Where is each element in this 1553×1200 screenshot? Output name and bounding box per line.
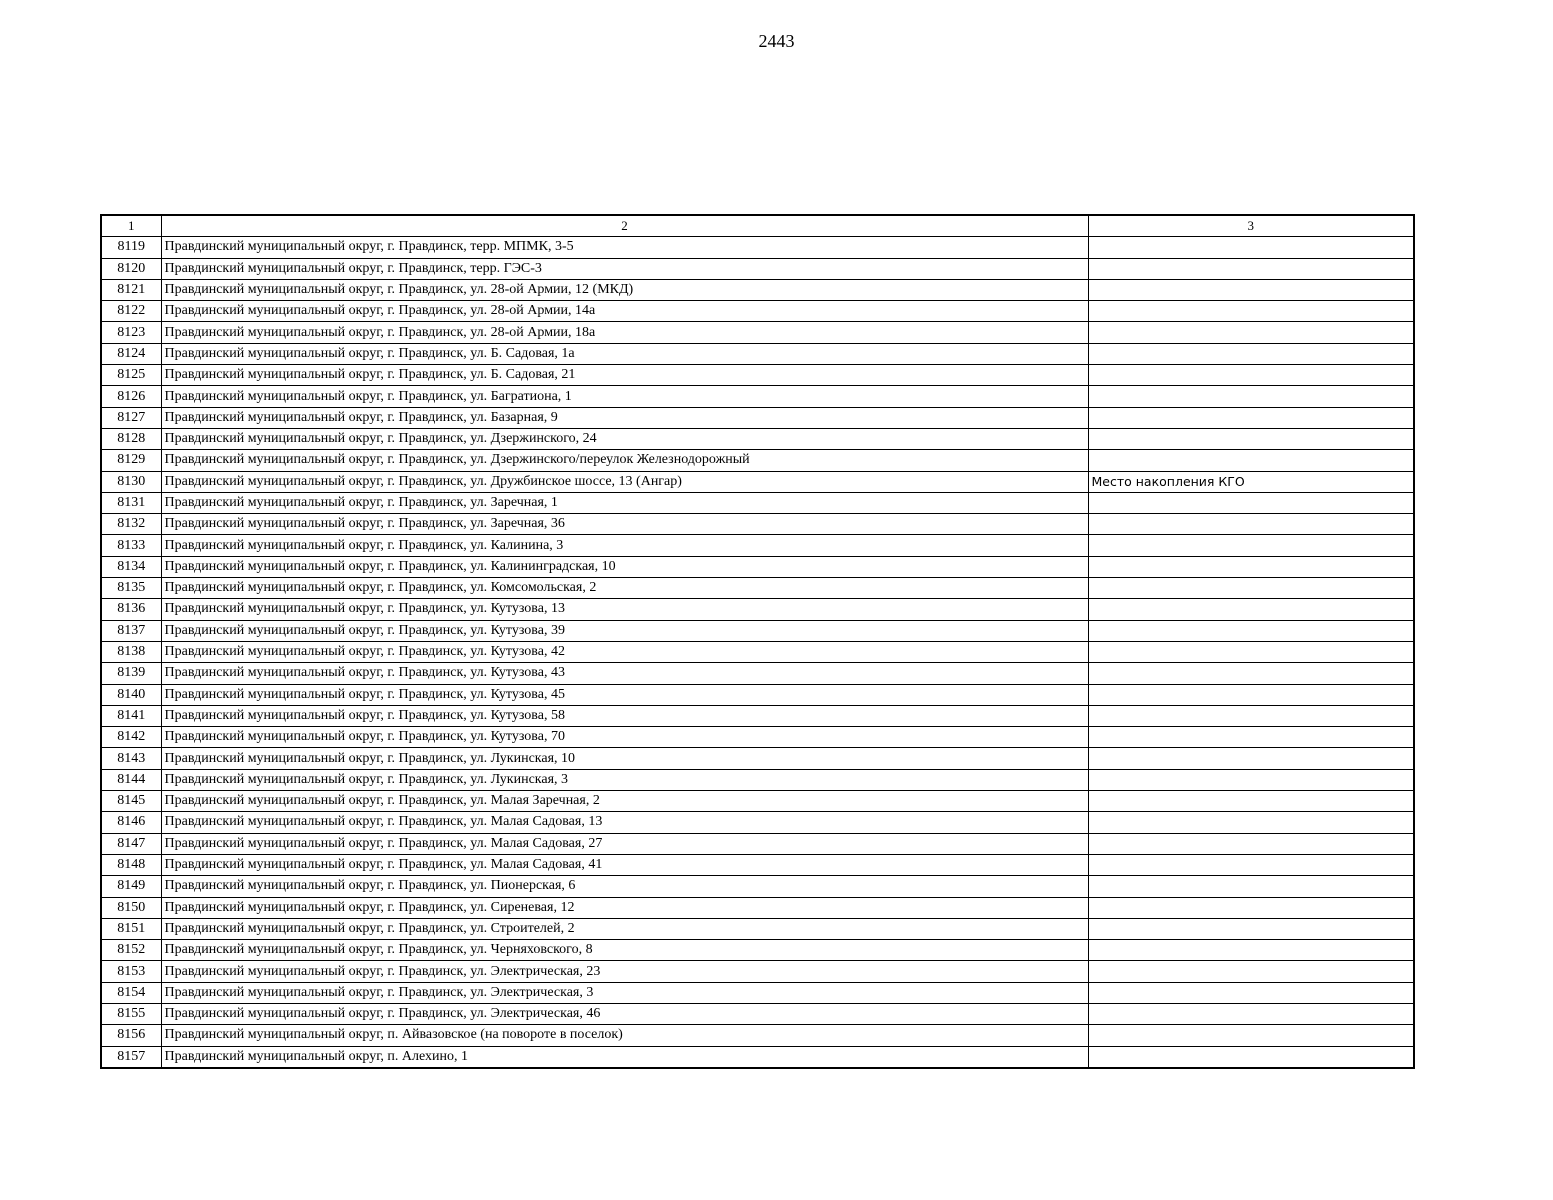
table-row [101, 535, 1414, 556]
table-row [101, 812, 1414, 833]
table-row [101, 897, 1414, 918]
table-row [101, 854, 1414, 875]
note-cell [1088, 620, 1414, 641]
note-cell [1088, 1025, 1414, 1046]
note-cell [1088, 556, 1414, 577]
row-number-cell: 8152 [101, 940, 161, 961]
table-row [101, 301, 1414, 322]
note-cell [1088, 727, 1414, 748]
address-cell: Правдинский муниципальный округ, г. Правдинск, ул. Строителей, 2 [161, 918, 1088, 939]
address-cell: Правдинский муниципальный округ, г. Правдинск, ул. Заречная, 36 [161, 514, 1088, 535]
table-row [101, 727, 1414, 748]
note-cell [1088, 258, 1414, 279]
row-number-cell: 8132 [101, 514, 161, 535]
table-row [101, 492, 1414, 513]
row-number-cell: 8140 [101, 684, 161, 705]
row-number-cell: 8121 [101, 279, 161, 300]
address-cell: Правдинский муниципальный округ, г. Правдинск, ул. Базарная, 9 [161, 407, 1088, 428]
note-cell [1088, 833, 1414, 854]
row-number-cell: 8154 [101, 982, 161, 1003]
table-row [101, 279, 1414, 300]
table-row [101, 599, 1414, 620]
row-number-cell: 8150 [101, 897, 161, 918]
note-cell [1088, 705, 1414, 726]
table-row [101, 428, 1414, 449]
row-number-cell: 8136 [101, 599, 161, 620]
row-number-cell: 8124 [101, 343, 161, 364]
address-cell: Правдинский муниципальный округ, п. Айвазовское (на повороте в поселок) [161, 1025, 1088, 1046]
row-number-cell: 8120 [101, 258, 161, 279]
table-row [101, 514, 1414, 535]
address-cell: Правдинский муниципальный округ, г. Правдинск, ул. Кутузова, 13 [161, 599, 1088, 620]
address-cell: Правдинский муниципальный округ, г. Правдинск, ул. Заречная, 1 [161, 492, 1088, 513]
row-number-cell: 8133 [101, 535, 161, 556]
address-cell: Правдинский муниципальный округ, г. Правдинск, ул. Кутузова, 42 [161, 641, 1088, 662]
row-number-cell: 8142 [101, 727, 161, 748]
address-cell: Правдинский муниципальный округ, г. Правдинск, ул. Лукинская, 3 [161, 769, 1088, 790]
row-number-cell: 8149 [101, 876, 161, 897]
address-cell: Правдинский муниципальный округ, г. Правдинск, ул. Б. Садовая, 1а [161, 343, 1088, 364]
address-cell: Правдинский муниципальный округ, г. Правдинск, ул. 28-ой Армии, 12 (МКД) [161, 279, 1088, 300]
address-cell: Правдинский муниципальный округ, г. Правдинск, ул. Багратиона, 1 [161, 386, 1088, 407]
table-row [101, 471, 1414, 492]
address-cell: Правдинский муниципальный округ, г. Правдинск, ул. Калинина, 3 [161, 535, 1088, 556]
note-cell [1088, 897, 1414, 918]
page-number: 2443 [758, 31, 795, 51]
address-cell: Правдинский муниципальный округ, г. Правдинск, ул. Дзержинского/переулок Железнодорожный [161, 450, 1088, 471]
address-cell: Правдинский муниципальный округ, г. Правдинск, ул. Дружбинское шоссе, 13 (Ангар) [161, 471, 1088, 492]
table-header-row [101, 215, 1414, 237]
table-body [101, 215, 1414, 1068]
address-cell: Правдинский муниципальный округ, г. Правдинск, ул. Калининградская, 10 [161, 556, 1088, 577]
note-cell [1088, 1003, 1414, 1024]
table-row [101, 578, 1414, 599]
address-cell: Правдинский муниципальный округ, г. Правдинск, ул. Кутузова, 58 [161, 705, 1088, 726]
note-cell [1088, 876, 1414, 897]
table-row [101, 556, 1414, 577]
note-cell [1088, 961, 1414, 982]
address-cell: Правдинский муниципальный округ, г. Правдинск, ул. Кутузова, 45 [161, 684, 1088, 705]
table-row [101, 684, 1414, 705]
address-cell: Правдинский муниципальный округ, г. Правдинск, ул. Кутузова, 39 [161, 620, 1088, 641]
note-cell [1088, 791, 1414, 812]
address-cell: Правдинский муниципальный округ, г. Правдинск, ул. Электрическая, 46 [161, 1003, 1088, 1024]
row-number-cell: 8119 [101, 237, 161, 258]
note-cell [1088, 663, 1414, 684]
row-number-cell: 8123 [101, 322, 161, 343]
address-cell: Правдинский муниципальный округ, г. Правдинск, ул. Дзержинского, 24 [161, 428, 1088, 449]
row-number-cell: 8157 [101, 1046, 161, 1068]
address-cell: Правдинский муниципальный округ, г. Правдинск, ул. Малая Садовая, 41 [161, 854, 1088, 875]
row-number-cell: 8153 [101, 961, 161, 982]
note-cell [1088, 535, 1414, 556]
address-cell: Правдинский муниципальный округ, г. Правдинск, ул. Б. Садовая, 21 [161, 365, 1088, 386]
note-cell [1088, 407, 1414, 428]
address-cell: Правдинский муниципальный округ, п. Алехино, 1 [161, 1046, 1088, 1068]
register-table [100, 214, 1415, 1069]
row-number-cell: 8145 [101, 791, 161, 812]
row-number-cell: 8147 [101, 833, 161, 854]
row-number-cell: 8141 [101, 705, 161, 726]
row-number-cell: 8135 [101, 578, 161, 599]
note-cell [1088, 918, 1414, 939]
address-cell: Правдинский муниципальный округ, г. Правдинск, ул. Лукинская, 10 [161, 748, 1088, 769]
table-row [101, 1025, 1414, 1046]
address-cell: Правдинский муниципальный округ, г. Правдинск, ул. 28-ой Армии, 18а [161, 322, 1088, 343]
address-cell: Правдинский муниципальный округ, г. Правдинск, ул. Электрическая, 3 [161, 982, 1088, 1003]
note-cell [1088, 641, 1414, 662]
row-number-cell: 8151 [101, 918, 161, 939]
table-row [101, 1046, 1414, 1068]
note-cell: Место накопления КГО [1088, 471, 1414, 492]
address-cell: Правдинский муниципальный округ, г. Правдинск, ул. Малая Садовая, 27 [161, 833, 1088, 854]
row-number-cell: 8148 [101, 854, 161, 875]
note-cell [1088, 322, 1414, 343]
table-row [101, 365, 1414, 386]
table-row [101, 748, 1414, 769]
header-cell-1: 1 [101, 215, 161, 237]
table-row [101, 237, 1414, 258]
note-cell [1088, 386, 1414, 407]
table-row [101, 450, 1414, 471]
address-cell: Правдинский муниципальный округ, г. Правдинск, ул. Малая Садовая, 13 [161, 812, 1088, 833]
address-cell: Правдинский муниципальный округ, г. Правдинск, ул. Малая Заречная, 2 [161, 791, 1088, 812]
note-cell [1088, 578, 1414, 599]
table-row [101, 940, 1414, 961]
note-cell [1088, 365, 1414, 386]
row-number-cell: 8155 [101, 1003, 161, 1024]
table-row [101, 663, 1414, 684]
table-row [101, 982, 1414, 1003]
table-row [101, 641, 1414, 662]
table-row [101, 705, 1414, 726]
note-cell [1088, 982, 1414, 1003]
address-cell: Правдинский муниципальный округ, г. Правдинск, ул. Сиреневая, 12 [161, 897, 1088, 918]
note-cell [1088, 514, 1414, 535]
row-number-cell: 8139 [101, 663, 161, 684]
address-cell: Правдинский муниципальный округ, г. Правдинск, ул. Комсомольская, 2 [161, 578, 1088, 599]
address-cell: Правдинский муниципальный округ, г. Правдинск, ул. Кутузова, 70 [161, 727, 1088, 748]
address-cell: Правдинский муниципальный округ, г. Правдинск, терр. ГЭС-3 [161, 258, 1088, 279]
header-cell-2: 2 [161, 215, 1088, 237]
address-cell: Правдинский муниципальный округ, г. Правдинск, ул. Электрическая, 23 [161, 961, 1088, 982]
row-number-cell: 8129 [101, 450, 161, 471]
table-row [101, 620, 1414, 641]
table-row [101, 961, 1414, 982]
address-cell: Правдинский муниципальный округ, г. Правдинск, ул. Пионерская, 6 [161, 876, 1088, 897]
row-number-cell: 8143 [101, 748, 161, 769]
note-cell [1088, 599, 1414, 620]
table-row [101, 386, 1414, 407]
note-cell [1088, 237, 1414, 258]
row-number-cell: 8126 [101, 386, 161, 407]
header-cell-3: 3 [1088, 215, 1414, 237]
table-row [101, 876, 1414, 897]
note-cell [1088, 450, 1414, 471]
table-row [101, 322, 1414, 343]
row-number-cell: 8125 [101, 365, 161, 386]
address-cell: Правдинский муниципальный округ, г. Правдинск, ул. 28-ой Армии, 14а [161, 301, 1088, 322]
address-cell: Правдинский муниципальный округ, г. Правдинск, ул. Кутузова, 43 [161, 663, 1088, 684]
note-cell [1088, 428, 1414, 449]
note-cell [1088, 343, 1414, 364]
row-number-cell: 8146 [101, 812, 161, 833]
note-cell [1088, 812, 1414, 833]
row-number-cell: 8144 [101, 769, 161, 790]
address-cell: Правдинский муниципальный округ, г. Правдинск, ул. Черняховского, 8 [161, 940, 1088, 961]
table-row [101, 769, 1414, 790]
row-number-cell: 8128 [101, 428, 161, 449]
note-cell [1088, 769, 1414, 790]
row-number-cell: 8134 [101, 556, 161, 577]
note-cell [1088, 748, 1414, 769]
table-row [101, 407, 1414, 428]
row-number-cell: 8156 [101, 1025, 161, 1046]
note-cell [1088, 492, 1414, 513]
row-number-cell: 8130 [101, 471, 161, 492]
address-cell: Правдинский муниципальный округ, г. Правдинск, терр. МПМК, 3-5 [161, 237, 1088, 258]
note-cell [1088, 854, 1414, 875]
table-row [101, 918, 1414, 939]
table-row [101, 833, 1414, 854]
row-number-cell: 8137 [101, 620, 161, 641]
row-number-cell: 8131 [101, 492, 161, 513]
note-cell [1088, 279, 1414, 300]
row-number-cell: 8127 [101, 407, 161, 428]
table-row [101, 791, 1414, 812]
table-row [101, 258, 1414, 279]
row-number-cell: 8122 [101, 301, 161, 322]
note-cell [1088, 684, 1414, 705]
note-cell [1088, 301, 1414, 322]
table-row [101, 1003, 1414, 1024]
note-cell [1088, 940, 1414, 961]
note-cell [1088, 1046, 1414, 1068]
table-row [101, 343, 1414, 364]
row-number-cell: 8138 [101, 641, 161, 662]
